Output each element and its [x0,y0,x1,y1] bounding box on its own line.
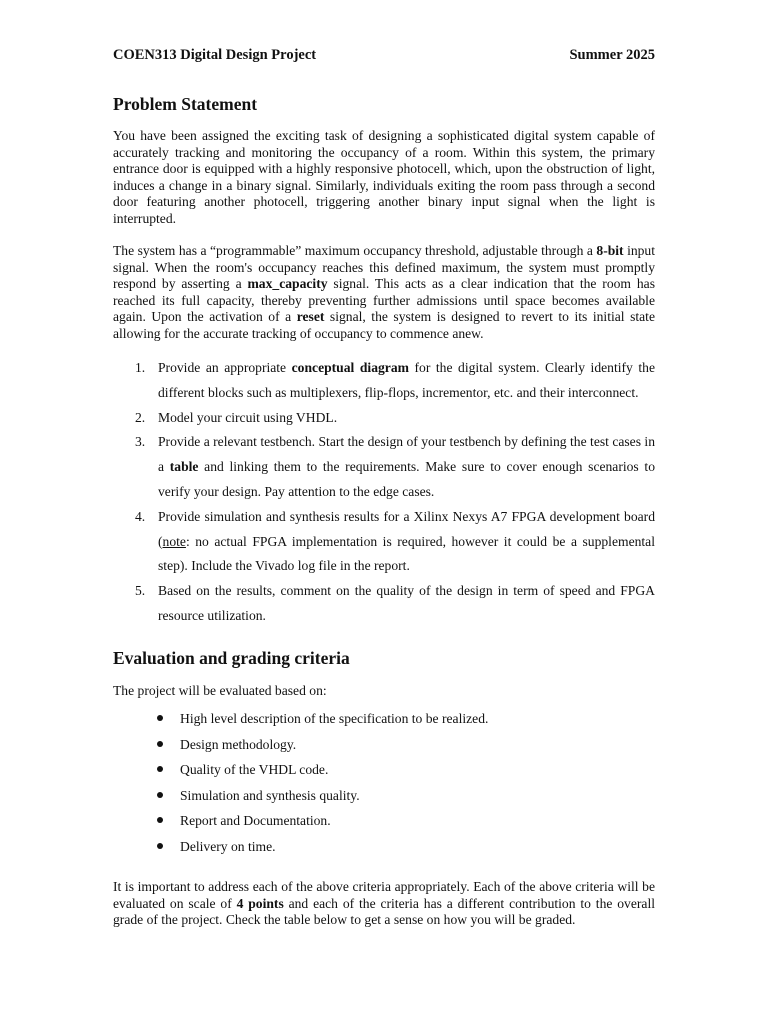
bold-term-max-capacity: max_capacity [247,276,328,291]
task-text: Provide a relevant testbench. Start the design of your testbench by defining the test cases in a [158,434,655,475]
bold-term-8bit: 8-bit [596,243,624,258]
task-number: 4. [135,508,146,524]
evaluation-closing [113,879,655,929]
criteria-text: Quality of the VHDL code. [180,762,329,777]
bullet-icon [157,843,163,849]
criteria-item [113,808,655,834]
task-text: and linking them to the requirements. Make sure to cover enough scenarios to verify your design. Pay attention to the edge cases. [158,459,656,499]
criteria-item [113,706,655,732]
problem-paragraph-2 [113,243,655,342]
task-text: Based on the results, comment on the quality of the design in term of speed and FPGA resource utilization. [158,583,655,623]
paragraph-text: signal, the system is designed to revert to its initial state allowing for the accurate tracking of occupancy to commence anew. [113,309,655,341]
task-item [113,406,655,431]
course-title: COEN313 Digital Design Project [113,47,317,63]
task-number: 2. [135,409,146,425]
task-item [113,356,655,406]
criteria-text: Simulation and synthesis quality. [180,787,360,803]
criteria-text: High level description of the specification to be realized. [180,711,489,726]
bullet-icon [157,766,163,772]
paragraph-text: signal. This acts as a clear indication that the room has reached its full capacity, thereby preventing further admissions until space becomes available again. Upon the activation of a [113,276,655,324]
paragraph-text: input signal. When the room's occupancy reaches this defined maximum, the system must promptly respond by asserting a [113,243,656,291]
task-list [113,356,655,629]
task-number: 1. [135,360,146,375]
task-item [113,579,655,629]
term-label: Summer 2025 [569,47,655,63]
task-bold: table [169,459,199,475]
task-text: for the digital system. Clearly identify the different blocks such as multiplexers, flip-flops, incrementor, etc. and their interconnect. [158,360,655,400]
criteria-text: Report and Documentation. [180,813,331,828]
criteria-text: Design methodology. [180,736,297,752]
task-item [113,505,655,579]
task-number: 3. [135,434,146,450]
task-text: Model your circuit using VHDL. [158,409,338,425]
criteria-item [113,834,655,860]
criteria-item [113,757,655,783]
paragraph-text: and each of the criteria has a different contribution to the overall grade of the project. Check the table below to get a sense on how you will be graded. [113,895,655,927]
bullet-icon [157,715,163,721]
criteria-item [113,783,655,809]
criteria-item [113,732,655,758]
evaluation-heading: Evaluation and grading criteria [113,648,350,668]
criteria-text: Delivery on time. [180,838,276,854]
task-item [113,430,655,504]
task-text: : no actual FPGA implementation is required, however it could be a supplemental step). Include the Vivado log file in the report. [158,533,655,574]
task-bold: conceptual diagram [291,360,409,375]
bullet-icon [157,792,163,798]
bold-term-reset: reset [296,309,325,324]
task-number: 5. [135,583,146,599]
bold-term-4-points: 4 points [236,895,284,911]
task-underlined-note: note [162,533,186,549]
problem-paragraph-1: You have been assigned the exciting task of designing a sophisticated digital system capable of accurately tracking and monitoring the occupancy of a room. Within this system, the primary entrance door is equipped with a highly responsive photocell, which, upon the obstruction of light, induces a change in a binary signal. Similarly, individuals exiting the room pass through a second door featuring another photocell, triggering another binary input signal when the light is interrupted. [113,128,655,226]
criteria-list [113,706,655,859]
task-text: Provide an appropriate [158,360,292,375]
bullet-icon [157,817,163,823]
paragraph-text: The system has a “programmable” maximum occupancy threshold, adjustable through a [113,243,597,258]
problem-statement-heading: Problem Statement [113,94,258,114]
evaluation-intro: The project will be evaluated based on: [113,683,327,698]
paragraph-text: It is important to address each of the above criteria appropriately. Each of the above criteria will be evaluated on scale of [113,879,655,911]
task-text: Provide simulation and synthesis results for a Xilinx Nexys A7 FPGA development board ( [158,508,655,549]
bullet-icon [157,741,163,747]
